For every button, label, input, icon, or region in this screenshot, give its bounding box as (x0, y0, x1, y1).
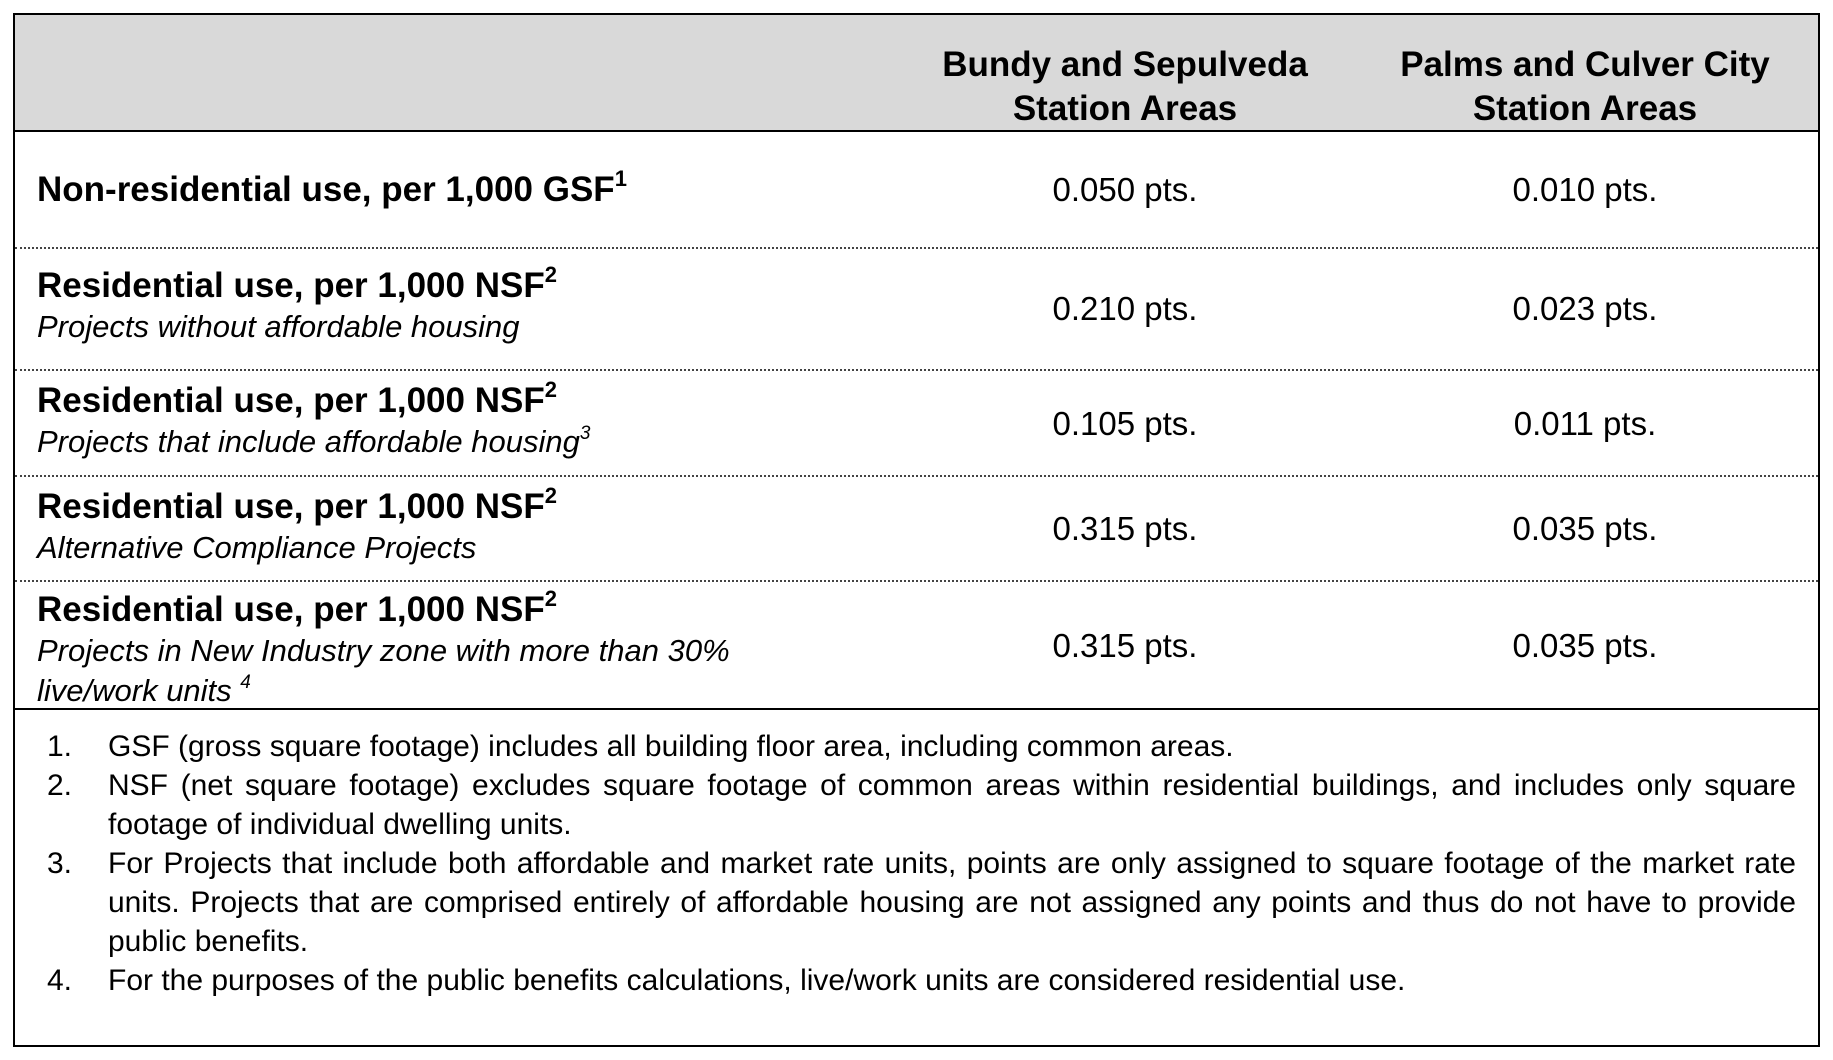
value-bundy-sepulveda: 0.315 pts. (1052, 627, 1198, 664)
row-subtitle: Alternative Compliance Projects (37, 530, 477, 565)
row-title: Residential use, per 1,000 NSF$^2$ (37, 377, 557, 420)
value-palms-culver-city: 0.011 pts. (1513, 405, 1657, 442)
column-header-bundy-sepulveda: Bundy and Sepulveda Station Areas (942, 45, 1308, 128)
footnote-item (47, 844, 1796, 961)
table-row (15, 249, 1818, 371)
table-row (15, 582, 1818, 710)
value-bundy-sepulveda: 0.105 pts. (1052, 405, 1198, 442)
table-row (15, 132, 1818, 249)
footnote-text: For Projects that include both affordable and market rate units, points are only assigned to square footage of the market rate units. Projects that are comprised entirely of affordable housing are not assigned any points and thus do not have to provide public benefits. (108, 847, 1796, 958)
footnotes (15, 727, 1818, 1000)
value-palms-culver-city: 0.035 pts. (1512, 510, 1658, 547)
footnote-text: NSF (net square footage) excludes square footage of common areas within residential buildings, and includes only square footage of individual dwelling units. (108, 769, 1796, 841)
value-bundy-sepulveda: 0.050 pts. (1052, 171, 1198, 208)
footnote-number: 4. (47, 964, 73, 997)
footnote-item (47, 727, 1796, 766)
row-label (37, 262, 857, 347)
row-title: Residential use, per 1,000 NSF$^2$ (37, 262, 557, 305)
value-bundy-sepulveda: 0.315 pts. (1052, 510, 1198, 547)
value-palms-culver-city: 0.023 pts. (1512, 290, 1658, 327)
row-title: Non-residential use, per 1,000 GSF$^1$ (37, 166, 627, 209)
footnote-text: For the purposes of the public benefits calculations, live/work units are considered residential use. (108, 964, 1406, 997)
footnote-number: 2. (47, 769, 73, 802)
row-subtitle: Projects that include affordable housing$^3$ (37, 422, 591, 459)
row-subtitle: Projects in New Industry zone with more than 30% live/work units $^4$ (37, 633, 730, 708)
table-header (15, 15, 1818, 132)
row-label (37, 483, 857, 568)
footnote-number: 1. (47, 730, 73, 763)
row-title: Residential use, per 1,000 NSF$^2$ (37, 483, 557, 526)
row-title: Residential use, per 1,000 NSF$^2$ (37, 586, 557, 629)
footnote-text: GSF (gross square footage) includes all building floor area, including common areas. (108, 730, 1234, 763)
footnote-item (47, 961, 1796, 1000)
table-row (15, 371, 1818, 477)
value-bundy-sepulveda: 0.210 pts. (1052, 290, 1198, 327)
value-palms-culver-city: 0.010 pts. (1512, 171, 1658, 208)
points-table (13, 13, 1820, 1047)
row-subtitle: Projects without affordable housing (37, 309, 520, 344)
footnote-item (47, 766, 1796, 844)
table-row (15, 477, 1818, 582)
row-label (37, 377, 857, 462)
footnote-number: 3. (47, 847, 73, 880)
value-palms-culver-city: 0.035 pts. (1512, 627, 1658, 664)
row-label (37, 166, 857, 211)
row-label (37, 586, 857, 711)
column-header-palms-culver-city: Palms and Culver City Station Areas (1400, 45, 1770, 128)
